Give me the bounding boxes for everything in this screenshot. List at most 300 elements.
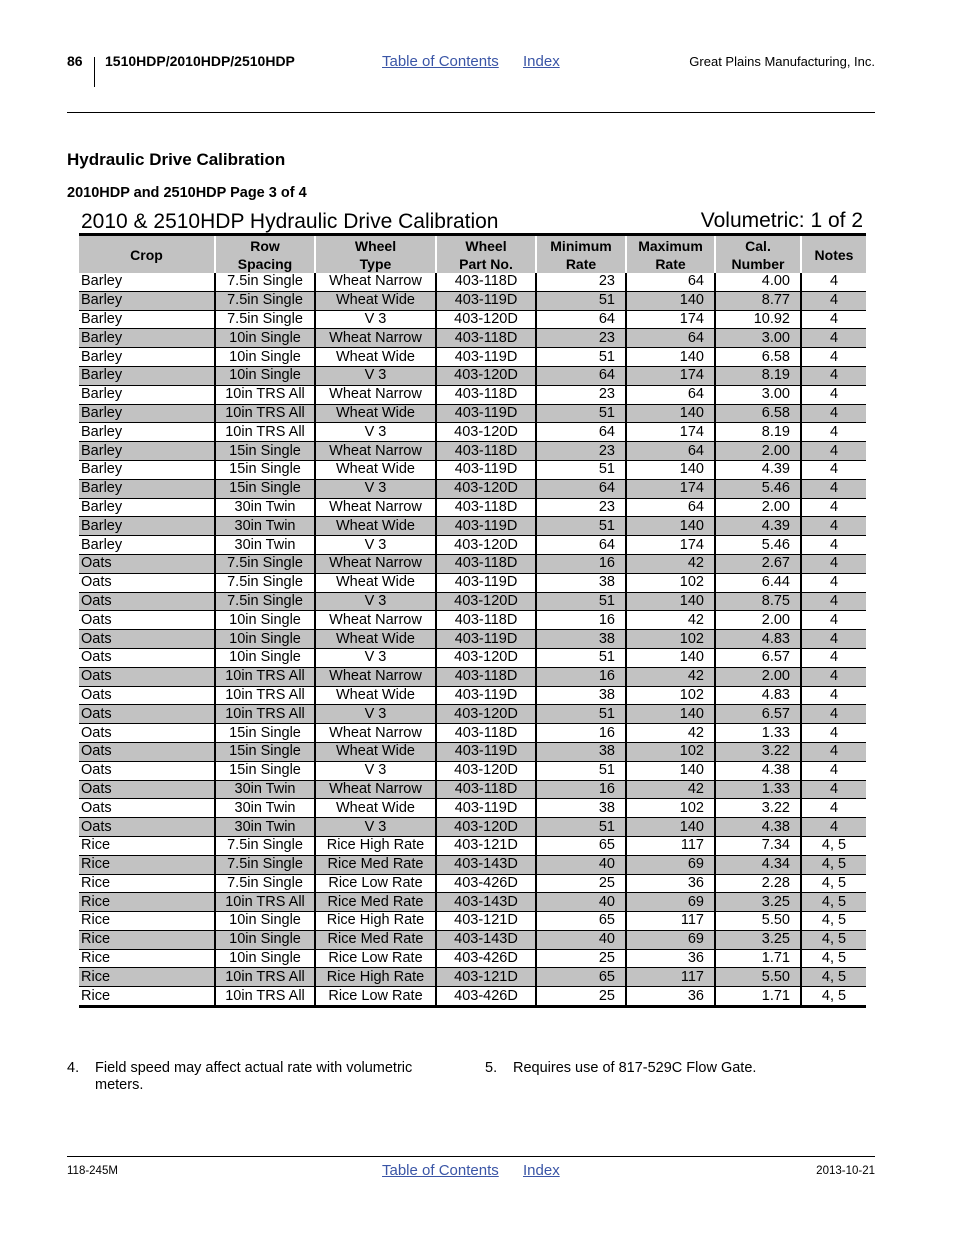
model-name: 1510HDP/2010HDP/2510HDP <box>105 53 295 69</box>
part-no-cell: 403-120D <box>436 761 536 780</box>
header-crop <box>79 236 215 273</box>
cal-number-cell: 6.44 <box>715 573 801 592</box>
max-rate-cell: 117 <box>626 912 715 931</box>
min-rate-cell: 16 <box>536 554 626 573</box>
part-no-cell: 403-119D <box>436 742 536 761</box>
min-rate-cell: 16 <box>536 667 626 686</box>
header-wheel-type <box>315 236 436 273</box>
document-date: 2013-10-21 <box>816 1165 875 1177</box>
wheel-type-cell: Wheat Narrow <box>315 329 436 348</box>
wheel-type-cell: Wheat Wide <box>315 799 436 818</box>
table-title: 2010 & 2510HDP Hydraulic Drive Calibration <box>81 210 499 233</box>
wheel-type-cell: Rice Low Rate <box>315 949 436 968</box>
row-spacing-cell: 7.5in Single <box>215 273 315 291</box>
row-spacing-cell: 10in TRS All <box>215 423 315 442</box>
part-no-cell: 403-120D <box>436 705 536 724</box>
crop-cell: Barley <box>79 536 215 555</box>
max-rate-cell: 140 <box>626 517 715 536</box>
wheel-type-cell: Wheat Narrow <box>315 611 436 630</box>
notes-cell: 4, 5 <box>801 930 866 949</box>
cal-number-cell: 4.38 <box>715 818 801 837</box>
cal-number-cell: 2.00 <box>715 442 801 461</box>
min-rate-cell: 16 <box>536 611 626 630</box>
wheel-type-cell: Rice Med Rate <box>315 855 436 874</box>
max-rate-cell: 140 <box>626 291 715 310</box>
crop-cell: Rice <box>79 855 215 874</box>
header-line: Spacing <box>237 255 293 272</box>
header-notes <box>801 236 866 273</box>
table-row <box>79 611 866 630</box>
row-spacing-cell: 15in Single <box>215 742 315 761</box>
cal-number-cell: 3.25 <box>715 893 801 912</box>
part-no-cell: 403-118D <box>436 442 536 461</box>
min-rate-cell: 64 <box>536 479 626 498</box>
wheel-type-cell: Wheat Wide <box>315 291 436 310</box>
table-row <box>79 273 866 291</box>
notes-cell: 4 <box>801 366 866 385</box>
max-rate-cell: 140 <box>626 648 715 667</box>
min-rate-cell: 23 <box>536 498 626 517</box>
header-maximum-rate <box>626 236 715 273</box>
part-no-cell: 403-120D <box>436 310 536 329</box>
wheel-type-cell: Wheat Narrow <box>315 554 436 573</box>
footer-toc-link[interactable]: Table of Contents <box>382 1162 499 1179</box>
wheel-type-cell: Wheat Narrow <box>315 780 436 799</box>
notes-cell: 4, 5 <box>801 855 866 874</box>
row-spacing-cell: 10in TRS All <box>215 705 315 724</box>
part-no-cell: 403-120D <box>436 648 536 667</box>
table-row <box>79 987 866 1006</box>
wheel-type-cell: Wheat Narrow <box>315 385 436 404</box>
crop-cell: Rice <box>79 836 215 855</box>
crop-cell: Oats <box>79 818 215 837</box>
min-rate-cell: 65 <box>536 836 626 855</box>
cal-number-cell: 3.22 <box>715 742 801 761</box>
min-rate-cell: 65 <box>536 968 626 987</box>
row-spacing-cell: 10in Single <box>215 912 315 931</box>
cal-number-cell: 8.19 <box>715 366 801 385</box>
row-spacing-cell: 7.5in Single <box>215 291 315 310</box>
table-row <box>79 686 866 705</box>
notes-cell: 4 <box>801 273 866 291</box>
crop-cell: Oats <box>79 667 215 686</box>
max-rate-cell: 64 <box>626 385 715 404</box>
min-rate-cell: 38 <box>536 799 626 818</box>
footnote-text: Requires use of 817-529C Flow Gate. <box>513 1060 757 1076</box>
header-line: Number <box>731 255 785 272</box>
min-rate-cell: 16 <box>536 724 626 743</box>
part-no-cell: 403-120D <box>436 366 536 385</box>
min-rate-cell: 51 <box>536 648 626 667</box>
table-row <box>79 705 866 724</box>
row-spacing-cell: 7.5in Single <box>215 554 315 573</box>
row-spacing-cell: 7.5in Single <box>215 573 315 592</box>
part-no-cell: 403-120D <box>436 423 536 442</box>
wheel-type-cell: Rice High Rate <box>315 912 436 931</box>
cal-number-cell: 5.50 <box>715 912 801 931</box>
part-no-cell: 403-118D <box>436 385 536 404</box>
row-spacing-cell: 7.5in Single <box>215 836 315 855</box>
wheel-type-cell: Rice Med Rate <box>315 930 436 949</box>
min-rate-cell: 51 <box>536 348 626 367</box>
max-rate-cell: 140 <box>626 818 715 837</box>
wheel-type-cell: Wheat Wide <box>315 404 436 423</box>
row-spacing-cell: 15in Single <box>215 442 315 461</box>
part-no-cell: 403-118D <box>436 498 536 517</box>
header-rule <box>67 112 875 113</box>
footnote-number: 4. <box>67 1060 80 1076</box>
cal-number-cell: 1.71 <box>715 987 801 1006</box>
max-rate-cell: 102 <box>626 799 715 818</box>
row-spacing-cell: 7.5in Single <box>215 592 315 611</box>
part-no-cell: 403-118D <box>436 273 536 291</box>
table-row <box>79 742 866 761</box>
crop-cell: Oats <box>79 780 215 799</box>
crop-cell: Oats <box>79 611 215 630</box>
notes-cell: 4 <box>801 442 866 461</box>
table-row <box>79 761 866 780</box>
cal-number-cell: 8.19 <box>715 423 801 442</box>
notes-cell: 4 <box>801 686 866 705</box>
notes-cell: 4, 5 <box>801 836 866 855</box>
header-line: Crop <box>130 246 163 263</box>
crop-cell: Oats <box>79 592 215 611</box>
row-spacing-cell: 10in Single <box>215 348 315 367</box>
part-no-cell: 403-120D <box>436 479 536 498</box>
crop-cell: Oats <box>79 761 215 780</box>
row-spacing-cell: 10in TRS All <box>215 987 315 1006</box>
row-spacing-cell: 10in TRS All <box>215 968 315 987</box>
min-rate-cell: 40 <box>536 855 626 874</box>
max-rate-cell: 102 <box>626 630 715 649</box>
wheel-type-cell: Wheat Narrow <box>315 724 436 743</box>
header-line: Rate <box>655 255 686 272</box>
row-spacing-cell: 15in Single <box>215 460 315 479</box>
notes-cell: 4 <box>801 573 866 592</box>
cal-number-cell: 3.25 <box>715 930 801 949</box>
header-line: Rate <box>565 255 597 272</box>
wheel-type-cell: V 3 <box>315 592 436 611</box>
wheel-type-cell: V 3 <box>315 761 436 780</box>
wheel-type-cell: Wheat Wide <box>315 460 436 479</box>
table-row <box>79 855 866 874</box>
max-rate-cell: 102 <box>626 686 715 705</box>
header-index-link[interactable]: Index <box>523 53 560 70</box>
notes-cell: 4 <box>801 498 866 517</box>
max-rate-cell: 174 <box>626 310 715 329</box>
wheel-type-cell: Wheat Wide <box>315 686 436 705</box>
crop-cell: Rice <box>79 912 215 931</box>
table-row <box>79 423 866 442</box>
part-no-cell: 403-121D <box>436 836 536 855</box>
table-row <box>79 348 866 367</box>
wheel-type-cell: Rice High Rate <box>315 968 436 987</box>
part-no-cell: 403-119D <box>436 799 536 818</box>
min-rate-cell: 64 <box>536 310 626 329</box>
cal-number-cell: 4.83 <box>715 686 801 705</box>
cal-number-cell: 6.57 <box>715 648 801 667</box>
part-no-cell: 403-119D <box>436 291 536 310</box>
table-row <box>79 912 866 931</box>
row-spacing-cell: 10in Single <box>215 611 315 630</box>
cal-number-cell: 2.67 <box>715 554 801 573</box>
table-row <box>79 460 866 479</box>
min-rate-cell: 23 <box>536 329 626 348</box>
notes-cell: 4 <box>801 310 866 329</box>
row-spacing-cell: 7.5in Single <box>215 855 315 874</box>
cal-number-cell: 5.46 <box>715 479 801 498</box>
cal-number-cell: 7.34 <box>715 836 801 855</box>
row-spacing-cell: 30in Twin <box>215 780 315 799</box>
row-spacing-cell: 10in Single <box>215 930 315 949</box>
wheel-type-cell: V 3 <box>315 423 436 442</box>
crop-cell: Oats <box>79 799 215 818</box>
part-no-cell: 403-118D <box>436 780 536 799</box>
wheel-type-cell: Wheat Wide <box>315 517 436 536</box>
min-rate-cell: 23 <box>536 273 626 291</box>
calibration-table <box>79 236 866 1006</box>
notes-cell: 4 <box>801 592 866 611</box>
page-number: 86 <box>67 53 83 69</box>
crop-cell: Barley <box>79 460 215 479</box>
header-row-spacing <box>215 236 315 273</box>
notes-cell: 4 <box>801 705 866 724</box>
table-row <box>79 836 866 855</box>
footer-rule <box>67 1156 875 1157</box>
notes-cell: 4, 5 <box>801 968 866 987</box>
notes-cell: 4 <box>801 742 866 761</box>
notes-cell: 4, 5 <box>801 987 866 1006</box>
row-spacing-cell: 10in TRS All <box>215 893 315 912</box>
header-line: Minimum <box>550 237 612 254</box>
wheel-type-cell: V 3 <box>315 536 436 555</box>
wheel-type-cell: Rice Low Rate <box>315 874 436 893</box>
notes-cell: 4 <box>801 611 866 630</box>
header-line: Wheel <box>465 237 507 254</box>
footer-index-link[interactable]: Index <box>523 1162 560 1179</box>
cal-number-cell: 2.00 <box>715 498 801 517</box>
table-row <box>79 648 866 667</box>
document-code: 118-245M <box>67 1165 118 1177</box>
table-row <box>79 949 866 968</box>
table-row <box>79 442 866 461</box>
crop-cell: Barley <box>79 291 215 310</box>
row-spacing-cell: 10in Single <box>215 630 315 649</box>
header-toc-link[interactable]: Table of Contents <box>382 53 499 70</box>
table-row <box>79 799 866 818</box>
table-row <box>79 517 866 536</box>
row-spacing-cell: 30in Twin <box>215 818 315 837</box>
table-row <box>79 385 866 404</box>
min-rate-cell: 51 <box>536 404 626 423</box>
part-no-cell: 403-120D <box>436 592 536 611</box>
cal-number-cell: 4.38 <box>715 761 801 780</box>
min-rate-cell: 51 <box>536 592 626 611</box>
row-spacing-cell: 7.5in Single <box>215 874 315 893</box>
table-row <box>79 291 866 310</box>
company-name: Great Plains Manufacturing, Inc. <box>689 54 875 69</box>
max-rate-cell: 117 <box>626 968 715 987</box>
notes-cell: 4 <box>801 648 866 667</box>
crop-cell: Rice <box>79 930 215 949</box>
min-rate-cell: 38 <box>536 573 626 592</box>
row-spacing-cell: 15in Single <box>215 479 315 498</box>
notes-cell: 4 <box>801 479 866 498</box>
table-row <box>79 366 866 385</box>
part-no-cell: 403-118D <box>436 667 536 686</box>
header-minimum-rate <box>536 236 626 273</box>
header-line: Cal. <box>745 237 771 254</box>
table-row <box>79 554 866 573</box>
part-no-cell: 403-119D <box>436 686 536 705</box>
wheel-type-cell: Wheat Narrow <box>315 273 436 291</box>
crop-cell: Barley <box>79 423 215 442</box>
footnote-text: Field speed may affect actual rate with volumetric meters. <box>95 1060 413 1093</box>
header-wheel-part-no <box>436 236 536 273</box>
min-rate-cell: 25 <box>536 987 626 1006</box>
cal-number-cell: 5.50 <box>715 968 801 987</box>
row-spacing-cell: 10in TRS All <box>215 404 315 423</box>
min-rate-cell: 40 <box>536 930 626 949</box>
crop-cell: Oats <box>79 724 215 743</box>
cal-number-cell: 2.00 <box>715 667 801 686</box>
part-no-cell: 403-143D <box>436 893 536 912</box>
notes-cell: 4 <box>801 423 866 442</box>
part-no-cell: 403-118D <box>436 554 536 573</box>
max-rate-cell: 42 <box>626 554 715 573</box>
part-no-cell: 403-119D <box>436 517 536 536</box>
crop-cell: Barley <box>79 348 215 367</box>
max-rate-cell: 140 <box>626 348 715 367</box>
table-bottom-rule <box>79 1005 866 1008</box>
row-spacing-cell: 15in Single <box>215 724 315 743</box>
notes-cell: 4 <box>801 667 866 686</box>
row-spacing-cell: 10in TRS All <box>215 385 315 404</box>
cal-number-cell: 4.39 <box>715 517 801 536</box>
table-row <box>79 724 866 743</box>
table-row <box>79 329 866 348</box>
part-no-cell: 403-426D <box>436 949 536 968</box>
row-spacing-cell: 10in TRS All <box>215 667 315 686</box>
min-rate-cell: 51 <box>536 517 626 536</box>
notes-cell: 4 <box>801 630 866 649</box>
table-row <box>79 667 866 686</box>
table-row <box>79 818 866 837</box>
table-row <box>79 930 866 949</box>
table-row <box>79 310 866 329</box>
wheel-type-cell: Wheat Wide <box>315 348 436 367</box>
wheel-type-cell: V 3 <box>315 705 436 724</box>
wheel-type-cell: Rice Med Rate <box>315 893 436 912</box>
wheel-type-cell: Rice High Rate <box>315 836 436 855</box>
table-row <box>79 498 866 517</box>
crop-cell: Barley <box>79 366 215 385</box>
crop-cell: Oats <box>79 630 215 649</box>
min-rate-cell: 51 <box>536 705 626 724</box>
min-rate-cell: 51 <box>536 291 626 310</box>
part-no-cell: 403-121D <box>436 968 536 987</box>
part-no-cell: 403-119D <box>436 630 536 649</box>
table-header-row <box>79 236 866 273</box>
min-rate-cell: 64 <box>536 366 626 385</box>
wheel-type-cell: V 3 <box>315 310 436 329</box>
part-no-cell: 403-118D <box>436 611 536 630</box>
cal-number-cell: 6.57 <box>715 705 801 724</box>
max-rate-cell: 174 <box>626 366 715 385</box>
header-line: Part No. <box>459 255 513 272</box>
max-rate-cell: 140 <box>626 592 715 611</box>
crop-cell: Barley <box>79 498 215 517</box>
max-rate-cell: 174 <box>626 423 715 442</box>
part-no-cell: 403-119D <box>436 460 536 479</box>
part-no-cell: 403-119D <box>436 573 536 592</box>
crop-cell: Rice <box>79 968 215 987</box>
min-rate-cell: 64 <box>536 536 626 555</box>
min-rate-cell: 16 <box>536 780 626 799</box>
min-rate-cell: 51 <box>536 818 626 837</box>
min-rate-cell: 23 <box>536 442 626 461</box>
part-no-cell: 403-120D <box>436 818 536 837</box>
part-no-cell: 403-118D <box>436 329 536 348</box>
header-line: Maximum <box>638 237 703 254</box>
table-row <box>79 479 866 498</box>
wheel-type-cell: V 3 <box>315 479 436 498</box>
table-row <box>79 874 866 893</box>
min-rate-cell: 65 <box>536 912 626 931</box>
notes-cell: 4, 5 <box>801 893 866 912</box>
header-line: Wheel <box>354 237 397 254</box>
table-row <box>79 893 866 912</box>
section-title: Hydraulic Drive Calibration <box>67 150 286 169</box>
notes-cell: 4, 5 <box>801 874 866 893</box>
cal-number-cell: 1.71 <box>715 949 801 968</box>
header-line: Row <box>250 237 280 254</box>
min-rate-cell: 38 <box>536 630 626 649</box>
part-no-cell: 403-143D <box>436 855 536 874</box>
part-no-cell: 403-426D <box>436 874 536 893</box>
max-rate-cell: 64 <box>626 273 715 291</box>
crop-cell: Barley <box>79 329 215 348</box>
min-rate-cell: 25 <box>536 874 626 893</box>
max-rate-cell: 36 <box>626 987 715 1006</box>
max-rate-cell: 42 <box>626 667 715 686</box>
max-rate-cell: 36 <box>626 949 715 968</box>
notes-cell: 4 <box>801 385 866 404</box>
cal-number-cell: 1.33 <box>715 724 801 743</box>
crop-cell: Oats <box>79 686 215 705</box>
cal-number-cell: 3.22 <box>715 799 801 818</box>
footnote-number: 5. <box>485 1060 498 1076</box>
notes-cell: 4 <box>801 818 866 837</box>
cal-number-cell: 3.00 <box>715 385 801 404</box>
crop-cell: Barley <box>79 385 215 404</box>
crop-cell: Oats <box>79 648 215 667</box>
wheel-type-cell: Wheat Narrow <box>315 498 436 517</box>
row-spacing-cell: 10in Single <box>215 366 315 385</box>
subsection-title: 2010HDP and 2510HDP Page 3 of 4 <box>67 185 307 201</box>
notes-cell: 4 <box>801 348 866 367</box>
cal-number-cell: 4.39 <box>715 460 801 479</box>
cal-number-cell: 3.00 <box>715 329 801 348</box>
max-rate-cell: 174 <box>626 479 715 498</box>
row-spacing-cell: 15in Single <box>215 761 315 780</box>
max-rate-cell: 140 <box>626 761 715 780</box>
part-no-cell: 403-119D <box>436 404 536 423</box>
crop-cell: Barley <box>79 404 215 423</box>
table-row <box>79 592 866 611</box>
part-no-cell: 403-121D <box>436 912 536 931</box>
crop-cell: Barley <box>79 479 215 498</box>
